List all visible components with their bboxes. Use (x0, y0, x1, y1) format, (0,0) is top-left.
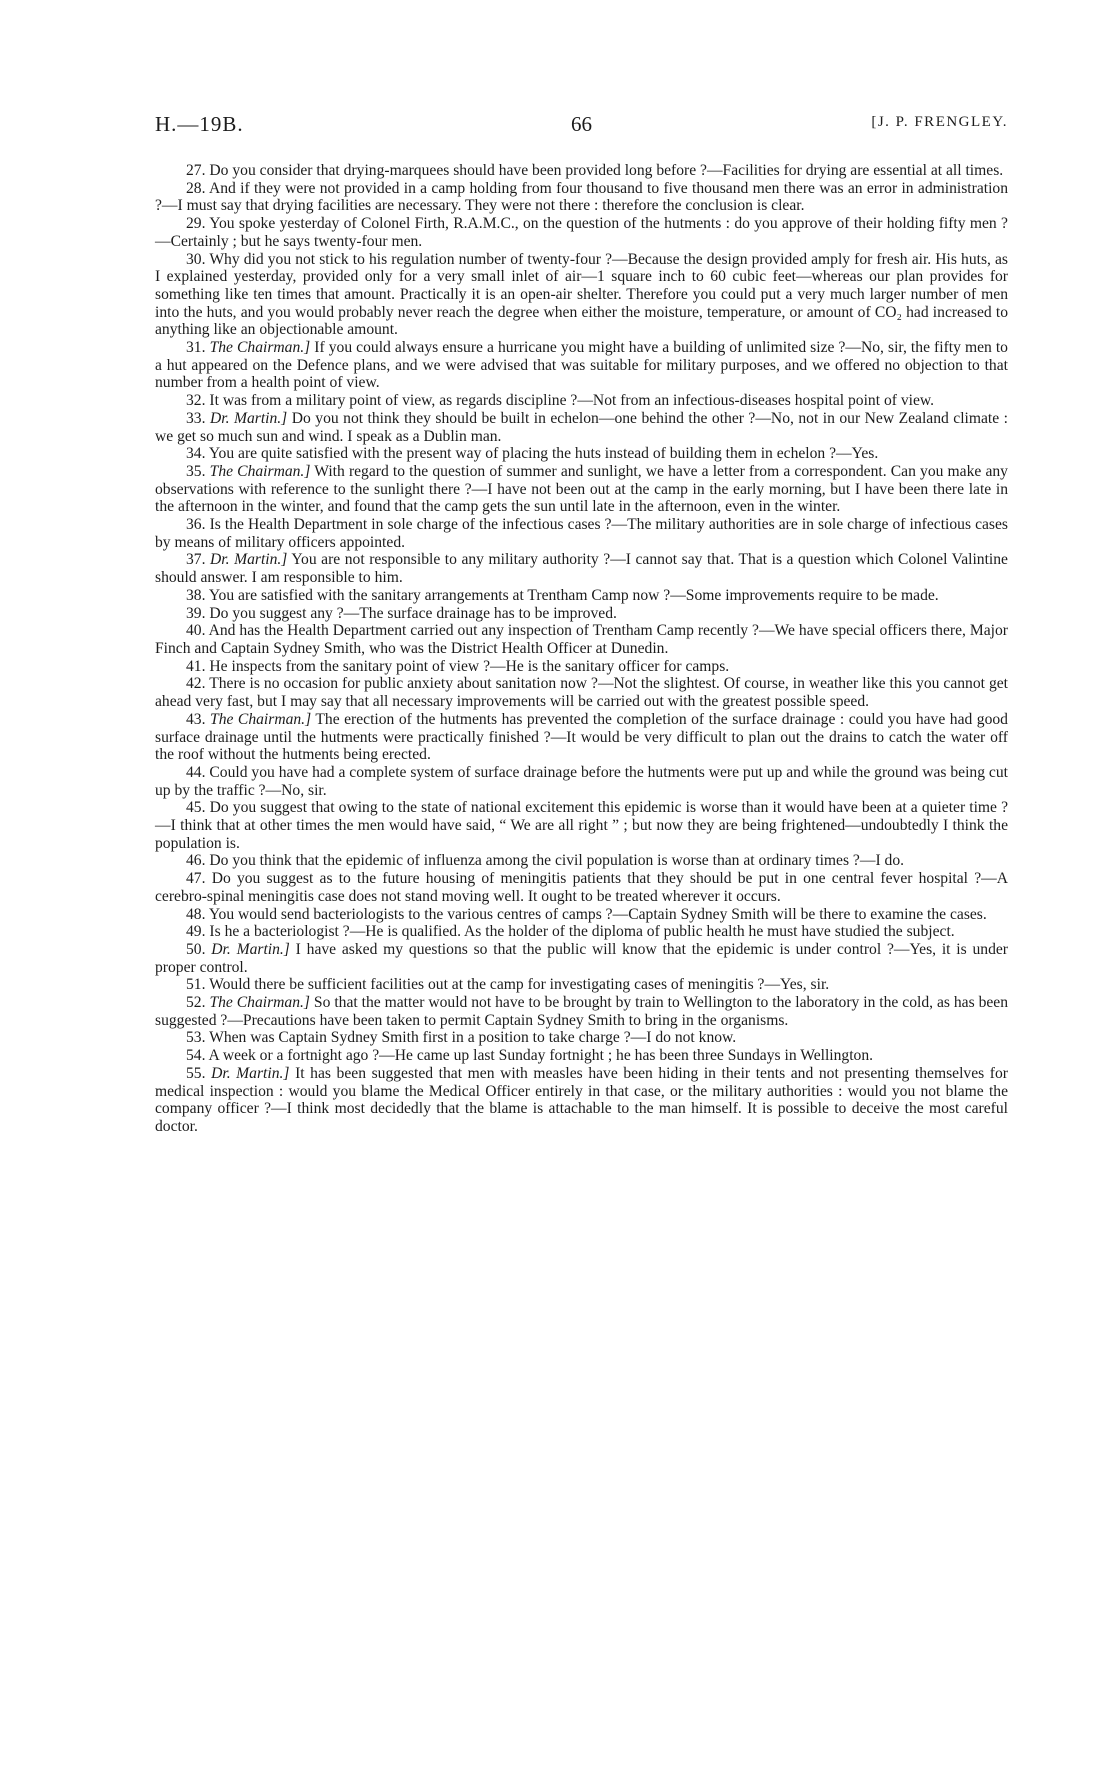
witness-name: [J. P. FRENGLEY. (871, 114, 1008, 130)
page-header (155, 112, 1008, 142)
evidence-paragraph (155, 976, 1008, 994)
question-answer-text: Do you suggest any ?—The surface drainage has to be improved. (209, 604, 617, 622)
evidence-paragraph (155, 392, 1008, 410)
question-number: 32. (186, 392, 206, 410)
question-answer-text: The erection of the hutments has prevented the completion of the surface drainage : could you have had good surface drainage until the hutments were practically finished ?—It would be very difficult to plan out the drains to catch the water off the roof without the hutments being erected. (155, 710, 1008, 764)
question-number: 50. (186, 940, 206, 958)
evidence-paragraph (155, 764, 1008, 799)
question-answer-text: With regard to the question of summer and sunlight, we have a letter from a correspondent. Can you make any observations with reference to the sunlight there ?—I have not been out at the camp in the early morning, but I have been there late in the afternoon in the winter, and found that the camp gets the sun until late in the afternoon, even in the winter. (155, 462, 1008, 516)
question-answer-text: Do you consider that drying-marquees should have been provided long before ?—Facilities for drying are essential at all times. (209, 162, 1004, 179)
question-number: 54. (186, 1047, 206, 1065)
question-number: 53. (186, 1029, 206, 1047)
speaker: The Chairman.] (209, 462, 311, 480)
evidence-paragraph (155, 605, 1008, 623)
question-answer-text: Do you suggest as to the future housing of meningitis patients that they should be put in one central fever hospital ?—A cerebro-spinal meningitis case does not stand moving well. It ought to be treated wherever it occurs. (155, 870, 1008, 905)
question-number: 37. (186, 551, 206, 569)
question-number: 44. (186, 763, 206, 781)
evidence-paragraph (155, 799, 1008, 852)
question-number: 36. (186, 516, 206, 534)
question-answer-text: A week or a fortnight ago ?—He came up last Sunday fortnight ; he has been three Sundays in Wellington. (208, 1047, 874, 1065)
question-answer-text: You would send bacteriologists to the various centres of camps ?—Captain Sydney Smith will be there to examine the cases. (208, 905, 987, 923)
evidence-paragraph (155, 215, 1008, 250)
question-number: 51. (186, 976, 206, 994)
question-answer-text: You spoke yesterday of Colonel Firth, R.A.M.C., on the question of the hutments : do you approve of their holding fifty men ?—Certainly ; but he says twenty-four men. (155, 215, 1008, 250)
question-number: 48. (186, 905, 206, 923)
evidence-paragraph (155, 675, 1008, 710)
evidence-paragraph (155, 587, 1008, 605)
question-answer-text: Is the Health Department in sole charge of the infectious cases ?—The military authorities are in sole charge of infectious cases by means of military officers appointed. (155, 516, 1008, 551)
speaker: Dr. Martin.] (211, 1064, 290, 1082)
question-number: 46. (186, 852, 206, 870)
evidence-paragraph (155, 445, 1008, 463)
evidence-paragraph (155, 1047, 1008, 1065)
question-number: 27. (186, 162, 206, 179)
question-number: 31. (186, 339, 206, 357)
question-number: 28. (186, 179, 206, 197)
evidence-paragraph (155, 941, 1008, 976)
question-answer-text: When was Captain Sydney Smith first in a position to take charge ?—I do not know. (209, 1029, 737, 1047)
speaker: Dr. Martin.] (210, 551, 288, 569)
evidence-paragraph (155, 1029, 1008, 1047)
evidence-paragraph (155, 658, 1008, 676)
question-number: 47. (186, 870, 206, 888)
question-answer-text: If you could always ensure a hurricane you might have a building of unlimited size ?—No, sir, the fifty men to a hut appeared on the Defence plans, and we were advised that was suitable for military purposes, and we offered no objection to that number from a health point of view. (155, 339, 1008, 392)
question-answer-text: And if they were not provided in a camp holding from four thousand to five thousand men there was an error in administration ?—I must say that drying facilities are necessary. They were not there : therefore the conclusion is clear. (155, 179, 1008, 215)
question-number: 38. (186, 586, 206, 604)
question-answer-text: You are satisfied with the sanitary arrangements at Trentham Camp now ?—Some improvements require to be made. (208, 586, 939, 604)
question-answer-text: There is no occasion for public anxiety about sanitation now ?—Not the slightest. Of course, in weather like this you cannot get ahead very fast, but I may say that all necessary improvements will be carried out with the greatest possible speed. (155, 675, 1008, 711)
page-number: 66 (571, 112, 592, 136)
evidence-paragraph (155, 923, 1008, 941)
evidence-paragraph (155, 870, 1008, 905)
question-answer-text: It has been suggested that men with measles have been hiding in their tents and not presenting themselves for medical inspection : would you blame the Medical Officer entirely in that case, or the military authorities : would you not blame the company officer ?—I think most decidedly that the blame is attachable to the man himself. It is possible to deceive the most careful doctor. (155, 1064, 1008, 1135)
evidence-paragraph (155, 906, 1008, 924)
question-number: 40. (186, 622, 206, 640)
evidence-paragraph (155, 622, 1008, 657)
evidence-paragraph (155, 162, 1008, 180)
speaker: Dr. Martin.] (209, 409, 288, 427)
question-answer-text: And has the Health Department carried out any inspection of Trentham Camp recently ?—We have special officers there, Major Finch and Captain Sydney Smith, who was the District Health Officer at Dunedin. (155, 622, 1008, 657)
question-answer-text: So that the matter would not have to be brought by train to Wellington to the laboratory in the cold, as has been suggested ?—Precautions have been taken to permit Captain Sydney Smith to bring in the organisms. (155, 994, 1009, 1029)
question-number: 52. (186, 994, 206, 1012)
question-answer-text: Why did you not stick to his regulation number of twenty-four ?—Because the design provided amply for fresh air. His huts, as I explained yesterday, provided only for a very small inlet of air—1 square inch to 60 cubic feet—whereas our plan provides for something like ten times that amount. Practically it is an open-air shelter. Therefore you could put a very much larger number of men into the huts, and you would probably never reach the degree when either the moisture, temperature, or amount of CO₂ had increased to anything like an objectionable amount. (155, 250, 1008, 339)
evidence-paragraph (155, 994, 1008, 1029)
evidence-paragraph (155, 852, 1008, 870)
evidence-paragraph (155, 463, 1008, 516)
question-number: 39. (186, 604, 206, 622)
speaker: The Chairman.] (209, 339, 311, 357)
evidence-paragraph (155, 339, 1008, 392)
evidence-paragraph (155, 180, 1008, 215)
evidence-paragraph (155, 551, 1008, 586)
evidence-text (155, 162, 1008, 1136)
question-answer-text: Could you have had a complete system of surface drainage before the hutments were put up and while the ground was being cut up by the traffic ?—No, sir. (155, 763, 1008, 799)
evidence-paragraph (155, 711, 1008, 764)
question-number: 43. (186, 710, 206, 728)
question-number: 55. (186, 1064, 206, 1082)
question-number: 41. (186, 657, 206, 675)
question-number: 49. (186, 923, 206, 941)
question-answer-text: Do you think that the epidemic of influenza among the civil population is worse than at ordinary times ?—I do. (209, 852, 905, 870)
evidence-paragraph (155, 516, 1008, 551)
report-reference: H.—19B. (155, 112, 244, 136)
question-answer-text: Do you suggest that owing to the state of national excitement this epidemic is worse than it would have been at a quieter time ?—I think that at other times the men would have said, “ We are all right ” ; but now they are being frightened—undoubtedly I think the population is. (155, 799, 1008, 852)
evidence-paragraph (155, 1065, 1008, 1136)
question-answer-text: I have asked my questions so that the public will know that the epidemic is under control ?—Yes, it is under proper control. (155, 940, 1008, 976)
question-number: 35. (186, 462, 206, 480)
speaker: The Chairman.] (209, 994, 310, 1012)
question-answer-text: You are quite satisfied with the present way of placing the huts instead of building them in echelon ?—Yes. (208, 445, 879, 463)
question-answer-text: Is he a bacteriologist ?—He is qualified. As the holder of the diploma of public health he must have studied the subject. (209, 923, 955, 941)
question-answer-text: Would there be sufficient facilities out at the camp for investigating cases of meningitis ?—Yes, sir. (209, 976, 830, 994)
speaker: The Chairman.] (210, 710, 312, 728)
question-answer-text: He inspects from the sanitary point of view ?—He is the sanitary officer for camps. (209, 657, 730, 675)
question-number: 33. (186, 409, 206, 427)
question-number: 45. (186, 799, 206, 817)
evidence-paragraph (155, 251, 1008, 340)
question-number: 42. (186, 675, 206, 693)
question-answer-text: Do you not think they should be built in echelon—one behind the other ?—No, not in our New Zealand climate : we get so much sun and wind. I speak as a Dublin man. (155, 409, 1008, 445)
speaker: Dr. Martin.] (211, 940, 290, 958)
question-answer-text: You are not responsible to any military authority ?—I cannot say that. That is a question which Colonel Valintine should answer. I am responsible to him. (155, 551, 1008, 587)
question-answer-text: It was from a military point of view, as regards discipline ?—Not from an infectious-diseases hospital point of view. (209, 392, 935, 410)
question-number: 30. (186, 250, 206, 268)
question-number: 29. (186, 215, 206, 233)
evidence-paragraph (155, 410, 1008, 445)
question-number: 34. (186, 445, 206, 463)
